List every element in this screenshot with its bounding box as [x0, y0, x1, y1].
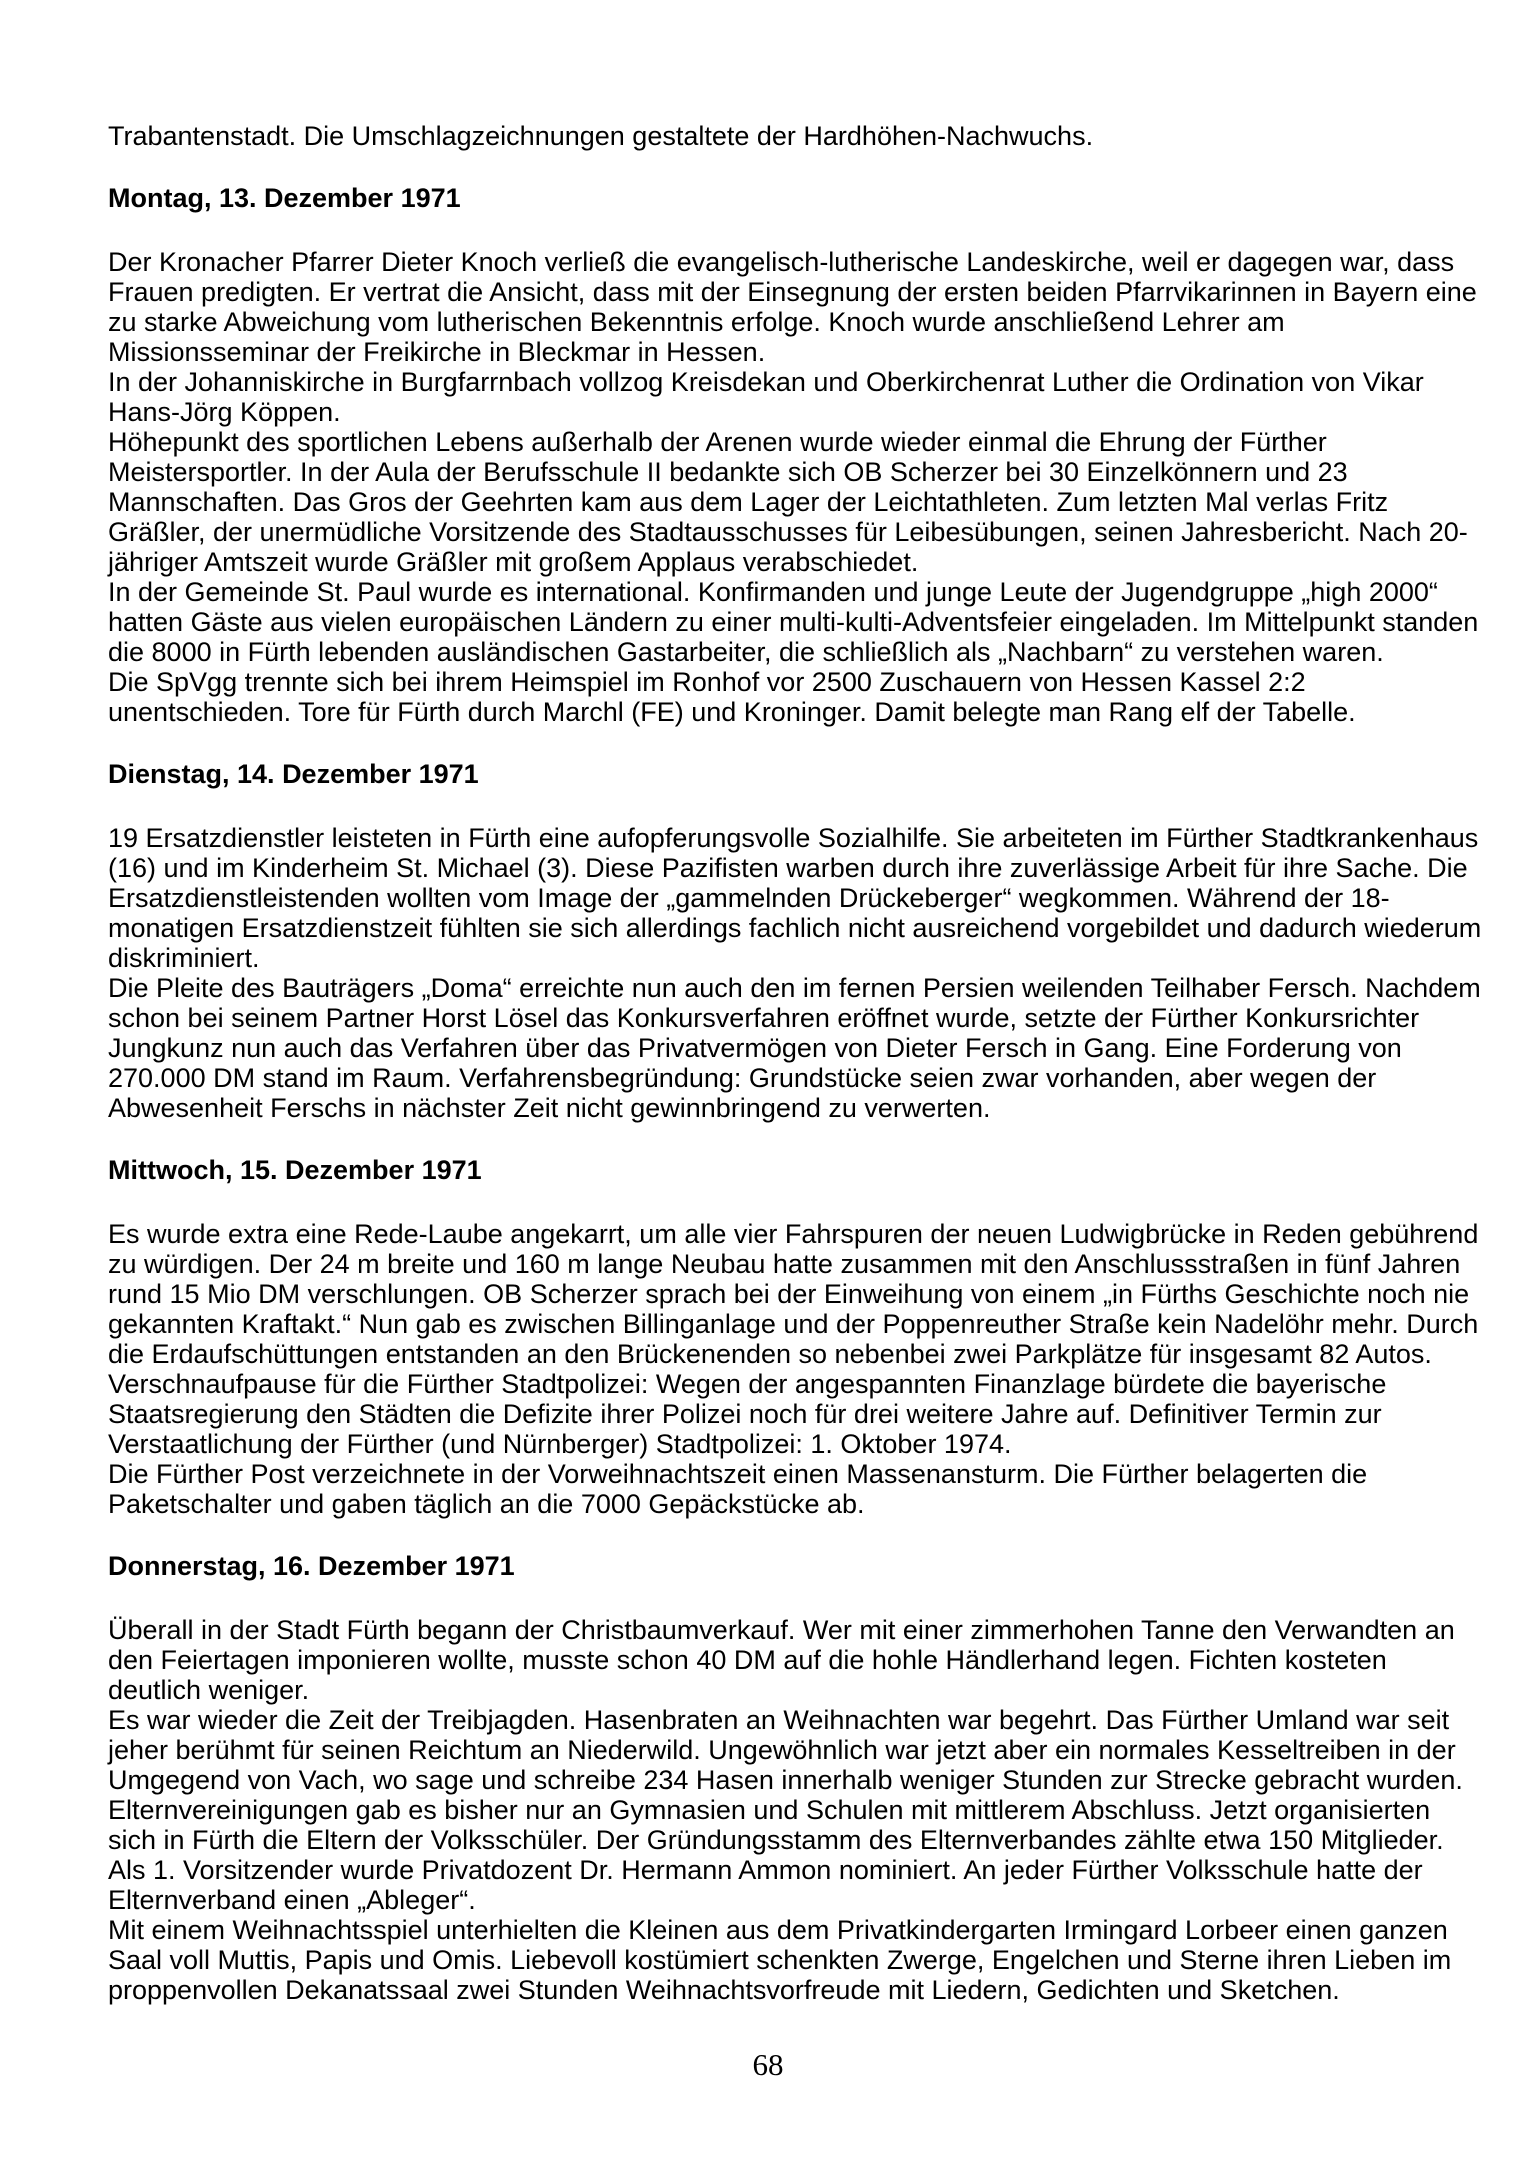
text-line: monatigen Ersatzdienstzeit fühlten sie sich allerdings fachlich nicht ausreichend vorgebildet und dadurch wiederum: [108, 913, 1482, 943]
text-line: Meistersportler. In der Aula der Berufsschule II bedankte sich OB Scherzer bei 30 Einzelkönnern und 23: [108, 457, 1348, 487]
text-line: Staatsregierung den Städten die Defizite ihrer Polizei noch für drei weitere Jahre auf. Definitiver Termin zur: [108, 1399, 1382, 1429]
text-line: Verstaatlichung der Fürther (und Nürnberger) Stadtpolizei: 1. Oktober 1974.: [108, 1429, 1012, 1459]
text-line: Es war wieder die Zeit der Treibjagden. Hasenbraten an Weihnachten war begehrt. Das Fürther Umland war seit: [108, 1705, 1450, 1735]
text-line: Elternvereinigungen gab es bisher nur an Gymnasien und Schulen mit mittlerem Abschluss. Jetzt organisierten: [108, 1795, 1431, 1825]
text-line: Paketschalter und gaben täglich an die 7000 Gepäckstücke ab.: [108, 1489, 865, 1519]
text-line: die 8000 in Fürth lebenden ausländischen Gastarbeiter, die schließlich als „Nachbarn“ zu verstehen waren.: [108, 637, 1384, 667]
text-line: Höhepunkt des sportlichen Lebens außerhalb der Arenen wurde wieder einmal die Ehrung der Fürther: [108, 427, 1327, 457]
text-line: Die Fürther Post verzeichnete in der Vorweihnachtszeit einen Massenansturm. Die Fürther belagerten die: [108, 1459, 1368, 1489]
text-line: Es wurde extra eine Rede-Laube angekarrt, um alle vier Fahrspuren der neuen Ludwigbrücke in Reden gebührend: [108, 1219, 1479, 1249]
text-line: Frauen predigten. Er vertrat die Ansicht, dass mit der Einsegnung der ersten beiden Pfarrvikarinnen in Bayern eine: [108, 277, 1477, 307]
day-heading: Donnerstag, 16. Dezember 1971: [108, 1551, 515, 1581]
text-line: jeher berühmt für seinen Reichtum an Niederwild. Ungewöhnlich war jetzt aber ein normales Kesseltreiben in der: [108, 1735, 1456, 1765]
text-line: gekannten Kraftakt.“ Nun gab es zwischen Billinganlage und der Poppenreuther Straße kein Nadelöhr mehr. Durch: [108, 1309, 1479, 1339]
text-line: 19 Ersatzdienstler leisteten in Fürth eine aufopferungsvolle Sozialhilfe. Sie arbeiteten im Fürther Stadtkrankenhaus: [108, 823, 1479, 853]
text-line: Die SpVgg trennte sich bei ihrem Heimspiel im Ronhof vor 2500 Zuschauern von Hessen Kassel 2:2: [108, 667, 1306, 697]
text-line: Missionsseminar der Freikirche in Bleckmar in Hessen.: [108, 337, 766, 367]
text-line: Mit einem Weihnachtsspiel unterhielten die Kleinen aus dem Privatkindergarten Irmingard Lorbeer einen ganzen: [108, 1915, 1448, 1945]
text-line: Elternverband einen „Ableger“.: [108, 1885, 476, 1915]
text-line: Gräßler, der unermüdliche Vorsitzende des Stadtausschusses für Leibesübungen, seinen Jahresbericht. Nach 20-: [108, 517, 1468, 547]
text-line: Ersatzdienstleistenden wollten vom Image der „gammelnden Drückeberger“ wegkommen. Während der 18-: [108, 883, 1390, 913]
text-line: Überall in der Stadt Fürth begann der Christbaumverkauf. Wer mit einer zimmerhohen Tanne den Verwandten an: [108, 1615, 1455, 1645]
day-section: [108, 1155, 1479, 1519]
text-line: Mannschaften. Das Gros der Geehrten kam aus dem Lager der Leichtathleten. Zum letzten Mal verlas Fritz: [108, 487, 1389, 517]
text-line: Abwesenheit Ferschs in nächster Zeit nicht gewinnbringend zu verwerten.: [108, 1093, 991, 1123]
text-line: 270.000 DM stand im Raum. Verfahrensbegründung: Grundstücke seien zwar vorhanden, aber wegen der: [108, 1063, 1377, 1093]
day-section: [108, 759, 1482, 1123]
text-line: hatten Gäste aus vielen europäischen Ländern zu einer multi-kulti-Adventsfeier eingeladen. Im Mittelpunkt standen: [108, 607, 1479, 637]
text-line: Der Kronacher Pfarrer Dieter Knoch verließ die evangelisch-lutherische Landeskirche, weil er dagegen war, dass: [108, 247, 1455, 277]
text-line: Saal voll Muttis, Papis und Omis. Liebevoll kostümiert schenkten Zwerge, Engelchen und Sterne ihren Lieben im: [108, 1945, 1452, 1975]
text-line: deutlich weniger.: [108, 1675, 310, 1705]
day-heading: Dienstag, 14. Dezember 1971: [108, 759, 479, 789]
day-body: [108, 823, 1482, 1123]
text-line: Jungkunz nun auch das Verfahren über das Privatvermögen von Dieter Fersch in Gang. Eine Forderung von: [108, 1033, 1402, 1063]
text-line: rund 15 Mio DM verschlungen. OB Scherzer sprach bei der Einweihung von einem „in Fürths Geschichte noch nie: [108, 1279, 1470, 1309]
day-body: [108, 247, 1479, 727]
text-line: Die Pleite des Bauträgers „Doma“ erreichte nun auch den im fernen Persien weilenden Teilhaber Fersch. Nachdem: [108, 973, 1481, 1003]
text-line: Verschnaufpause für die Fürther Stadtpolizei: Wegen der angespannten Finanzlage bürdete die bayerische: [108, 1369, 1387, 1399]
text-line: die Erdaufschüttungen entstanden an den Brückenenden so nebenbei zwei Parkplätze für insgesamt 82 Autos.: [108, 1339, 1432, 1369]
text-line: Umgegend von Vach, wo sage und schreibe 234 Hasen innerhalb weniger Stunden zur Strecke gebracht wurden.: [108, 1765, 1463, 1795]
day-heading: Montag, 13. Dezember 1971: [108, 183, 461, 213]
text-line: zu starke Abweichung vom lutherischen Bekenntnis erfolge. Knoch wurde anschließend Lehrer am: [108, 307, 1285, 337]
day-section: [108, 183, 1479, 727]
text-line: zu würdigen. Der 24 m breite und 160 m lange Neubau hatte zusammen mit den Anschlussstraßen in fünf Jahren: [108, 1249, 1461, 1279]
text-line: den Feiertagen imponieren wollte, musste schon 40 DM auf die hohle Händlerhand legen. Fichten kosteten: [108, 1645, 1387, 1675]
text-line: Hans-Jörg Köppen.: [108, 397, 341, 427]
day-heading: Mittwoch, 15. Dezember 1971: [108, 1155, 482, 1185]
text-line: unentschieden. Tore für Fürth durch Marchl (FE) und Kroninger. Damit belegte man Rang elf der Tabelle.: [108, 697, 1356, 727]
day-body: [108, 1615, 1463, 2005]
day-body: [108, 1219, 1479, 1519]
text-line: In der Gemeinde St. Paul wurde es international. Konfirmanden und junge Leute der Jugendgruppe „high 2000“: [108, 577, 1438, 607]
intro-paragraph: Trabantenstadt. Die Umschlagzeichnungen gestaltete der Hardhöhen-Nachwuchs.: [108, 121, 1094, 151]
day-section: [108, 1551, 1463, 2005]
text-line: (16) und im Kinderheim St. Michael (3). Diese Pazifisten warben durch ihre zuverlässige Arbeit für ihre Sache. Die: [108, 853, 1468, 883]
text-line: diskriminiert.: [108, 943, 260, 973]
chronicle-sections: [108, 183, 1482, 2005]
text-line: Als 1. Vorsitzender wurde Privatdozent Dr. Hermann Ammon nominiert. An jeder Fürther Volksschule hatte der: [108, 1855, 1423, 1885]
text-line: sich in Fürth die Eltern der Volksschüler. Der Gründungsstamm des Elternverbandes zählte etwa 150 Mitglieder.: [108, 1825, 1444, 1855]
text-line: schon bei seinem Partner Horst Lösel das Konkursverfahren eröffnet wurde, setzte der Fürther Konkursrichter: [108, 1003, 1420, 1033]
page-number: 68: [752, 2047, 784, 2082]
text-line: proppenvollen Dekanatssaal zwei Stunden Weihnachtsvorfreude mit Liedern, Gedichten und Sketchen.: [108, 1975, 1340, 2005]
text-line: jähriger Amtszeit wurde Gräßler mit großem Applaus verabschiedet.: [108, 547, 919, 577]
text-line: In der Johanniskirche in Burgfarrnbach vollzog Kreisdekan und Oberkirchenrat Luther die Ordination von Vikar: [108, 367, 1424, 397]
